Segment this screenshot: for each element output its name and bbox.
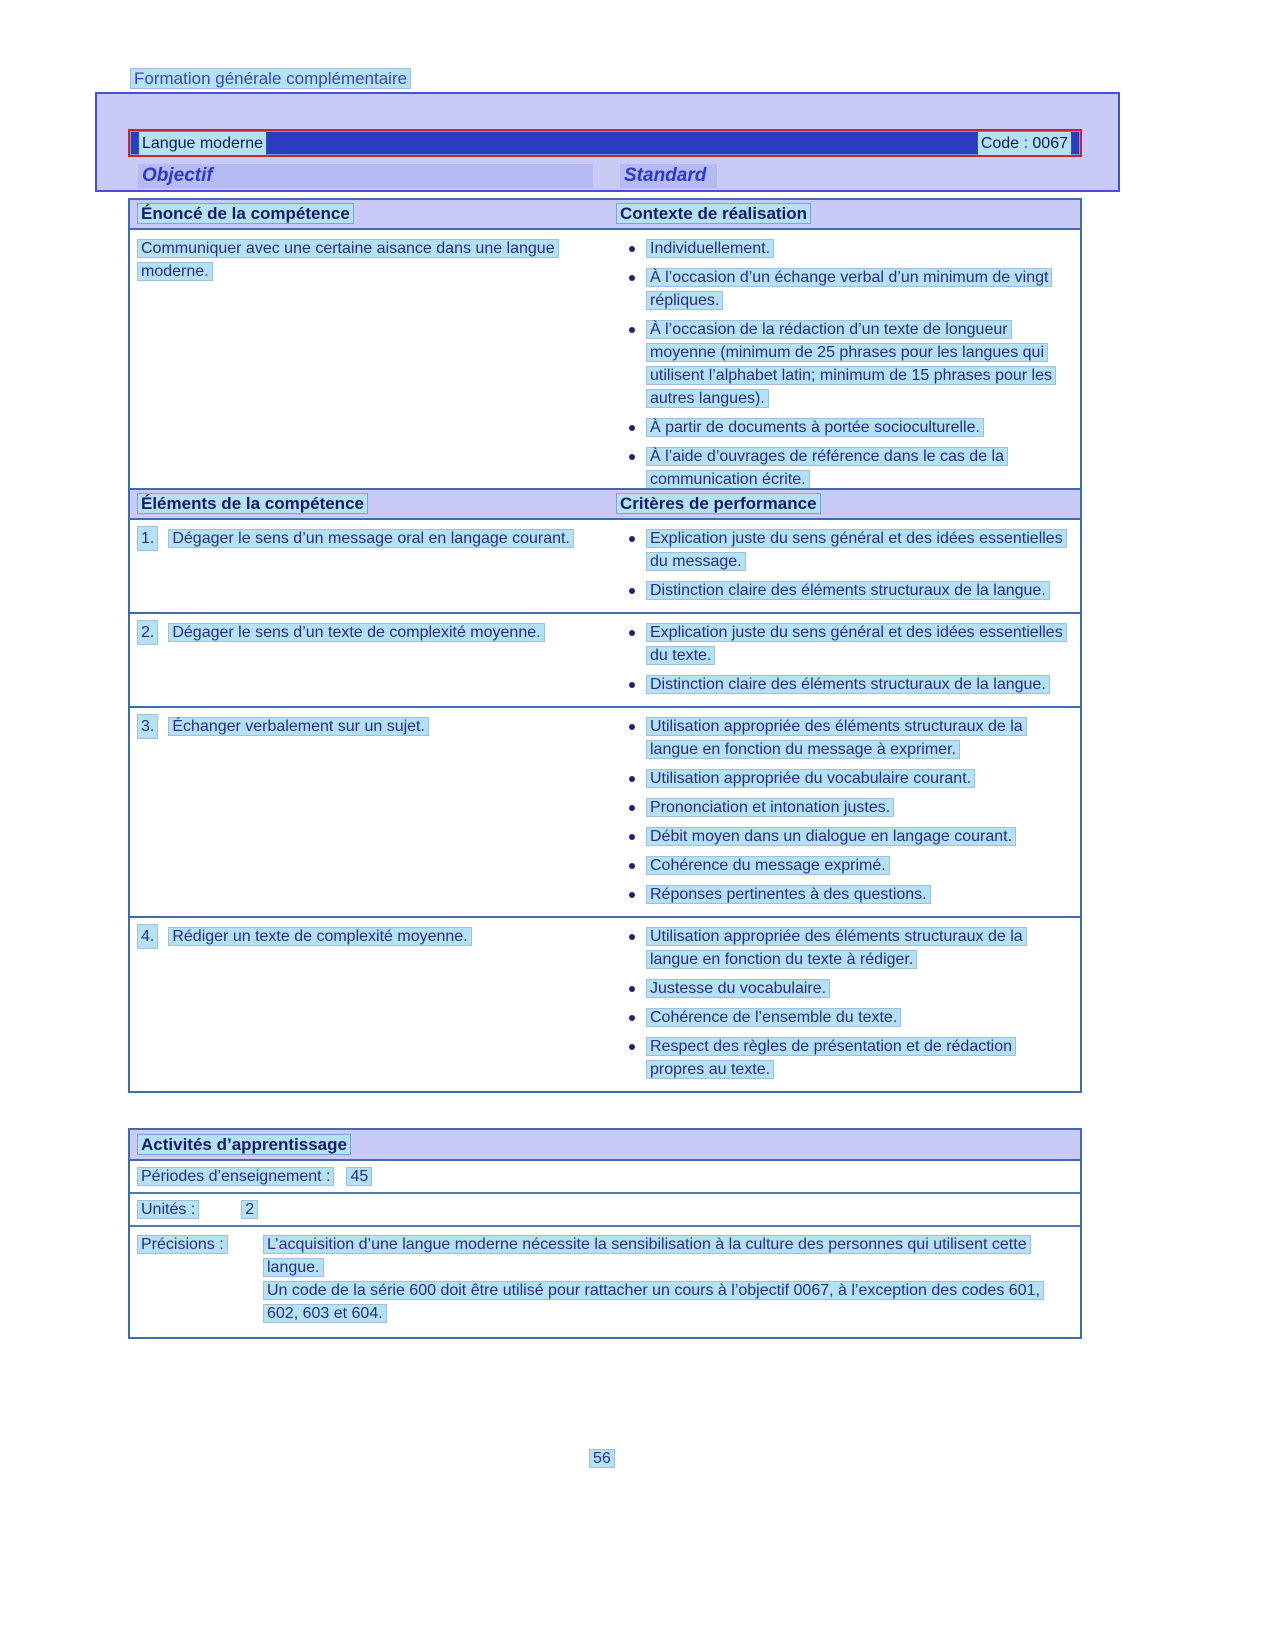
bullet-icon bbox=[617, 318, 647, 410]
course-title: Langue moderne bbox=[139, 132, 266, 155]
criterion-item: Prononciation et intonation justes. bbox=[617, 796, 1068, 819]
periods-label: Périodes d’enseignement : bbox=[138, 1168, 333, 1185]
element-row bbox=[130, 614, 1080, 708]
statement-cell bbox=[130, 237, 617, 491]
section-title: Formation générale complémentaire bbox=[131, 69, 410, 88]
criteria-list bbox=[617, 925, 1080, 1081]
table1-header-row bbox=[130, 200, 1080, 230]
standard-label: Standard bbox=[620, 164, 717, 188]
criteria-list bbox=[617, 715, 1080, 906]
section-header bbox=[131, 67, 410, 91]
periods-row bbox=[130, 1161, 1080, 1194]
bullet-icon bbox=[617, 767, 647, 790]
element-text: Échanger verbalement sur un sujet. bbox=[169, 718, 428, 735]
units-label: Unités : bbox=[138, 1201, 198, 1218]
criterion-item: Réponses pertinentes à des questions. bbox=[617, 883, 1068, 906]
context-item: À l’aide d’ouvrages de référence dans le cas de la communication écrite. bbox=[617, 445, 1068, 491]
context-list bbox=[617, 237, 1080, 491]
objective-header-box bbox=[95, 92, 1120, 192]
table1-header-contexte: Contexte de réalisation bbox=[617, 202, 1080, 225]
column-labels-row bbox=[128, 164, 1082, 188]
element-text: Rédiger un texte de complexité moyenne. bbox=[169, 928, 470, 945]
competency-statement: Communiquer avec une certaine aisance dans une langue moderne. bbox=[138, 240, 558, 280]
element-cell bbox=[130, 527, 617, 602]
criterion-item: Cohérence du message exprimé. bbox=[617, 854, 1068, 877]
bullet-icon bbox=[617, 854, 647, 877]
element-cell bbox=[130, 715, 617, 906]
element-number: 1. bbox=[138, 527, 157, 550]
bullet-icon bbox=[617, 527, 647, 573]
element-text: Dégager le sens d’un texte de complexité moyenne. bbox=[169, 624, 543, 641]
criterion-item: Utilisation appropriée du vocabulaire courant. bbox=[617, 767, 1068, 790]
bullet-icon bbox=[617, 1006, 647, 1029]
precision-paragraph: L’acquisition d’une langue moderne nécessite la sensibilisation à la culture des personnes qui utilisent cette langue. bbox=[264, 1233, 1064, 1279]
periods-value: 45 bbox=[347, 1168, 371, 1185]
criterion-item: Cohérence de l’ensemble du texte. bbox=[617, 1006, 1068, 1029]
bullet-icon bbox=[617, 237, 647, 260]
table2-header-elements: Éléments de la compétence bbox=[130, 492, 617, 515]
bullet-icon bbox=[617, 621, 647, 667]
context-item: À l’occasion de la rédaction d’un texte de longueur moyenne (minimum de 25 phrases pour les langues qui utilisent l’alphabet latin; minimum de 15 phrases pour les autres langues). bbox=[617, 318, 1068, 410]
bullet-icon bbox=[617, 579, 647, 602]
element-number: 3. bbox=[138, 715, 157, 738]
bullet-icon bbox=[617, 416, 647, 439]
bullet-icon bbox=[617, 715, 647, 761]
precisions-body bbox=[264, 1233, 1072, 1325]
criterion-item: Justesse du vocabulaire. bbox=[617, 977, 1068, 1000]
criteria-list bbox=[617, 621, 1080, 696]
criterion-item: Explication juste du sens général et des idées essentielles du message. bbox=[617, 527, 1068, 573]
learning-activities-table bbox=[128, 1128, 1082, 1339]
bullet-icon bbox=[617, 796, 647, 819]
table2-header-row bbox=[130, 490, 1080, 520]
activities-header bbox=[130, 1130, 1080, 1161]
bullet-icon bbox=[617, 977, 647, 1000]
criterion-item: Utilisation appropriée des éléments structuraux de la langue en fonction du texte à rédiger. bbox=[617, 925, 1068, 971]
activities-title: Activités d’apprentissage bbox=[138, 1135, 350, 1154]
precisions-row bbox=[130, 1227, 1080, 1337]
element-row bbox=[130, 708, 1080, 918]
bullet-icon bbox=[617, 266, 647, 312]
criterion-item: Respect des règles de présentation et de rédaction propres au texte. bbox=[617, 1035, 1068, 1081]
table1-body-row bbox=[130, 230, 1080, 501]
bullet-icon bbox=[617, 925, 647, 971]
context-item: Individuellement. bbox=[617, 237, 1068, 260]
objectif-label: Objectif bbox=[138, 164, 593, 188]
bullet-icon bbox=[617, 445, 647, 491]
element-text: Dégager le sens d’un message oral en langage courant. bbox=[169, 530, 573, 547]
bullet-icon bbox=[617, 825, 647, 848]
course-title-bar bbox=[128, 129, 1082, 157]
units-row bbox=[130, 1194, 1080, 1227]
precision-paragraph: Un code de la série 600 doit être utilisé pour rattacher un cours à l’objectif 0067, à l’exception des codes 601, 602, 603 et 604. bbox=[264, 1279, 1064, 1325]
criterion-item: Distinction claire des éléments structuraux de la langue. bbox=[617, 673, 1068, 696]
element-cell bbox=[130, 621, 617, 696]
table1-header-enonce: Énoncé de la compétence bbox=[130, 202, 617, 225]
context-item: À l’occasion d’un échange verbal d’un minimum de vingt répliques. bbox=[617, 266, 1068, 312]
bullet-icon bbox=[617, 883, 647, 906]
bullet-icon bbox=[617, 673, 647, 696]
course-code: Code : 0067 bbox=[978, 132, 1071, 155]
precisions-label: Précisions : bbox=[138, 1233, 264, 1325]
bullet-icon bbox=[617, 1035, 647, 1081]
page-number: 56 bbox=[590, 1447, 614, 1470]
context-item: À partir de documents à portée socioculturelle. bbox=[617, 416, 1068, 439]
element-number: 2. bbox=[138, 621, 157, 644]
units-value: 2 bbox=[242, 1201, 257, 1218]
element-number: 4. bbox=[138, 925, 157, 948]
elements-criteria-table bbox=[128, 488, 1082, 1093]
criterion-item: Utilisation appropriée des éléments structuraux de la langue en fonction du message à exprimer. bbox=[617, 715, 1068, 761]
criteria-list bbox=[617, 527, 1080, 602]
criterion-item: Débit moyen dans un dialogue en langage courant. bbox=[617, 825, 1068, 848]
criterion-item: Distinction claire des éléments structuraux de la langue. bbox=[617, 579, 1068, 602]
criterion-item: Explication juste du sens général et des idées essentielles du texte. bbox=[617, 621, 1068, 667]
element-cell bbox=[130, 925, 617, 1081]
element-row bbox=[130, 918, 1080, 1091]
table2-header-criteres: Critères de performance bbox=[617, 492, 1080, 515]
element-row bbox=[130, 520, 1080, 614]
competency-statement-table bbox=[128, 198, 1082, 503]
